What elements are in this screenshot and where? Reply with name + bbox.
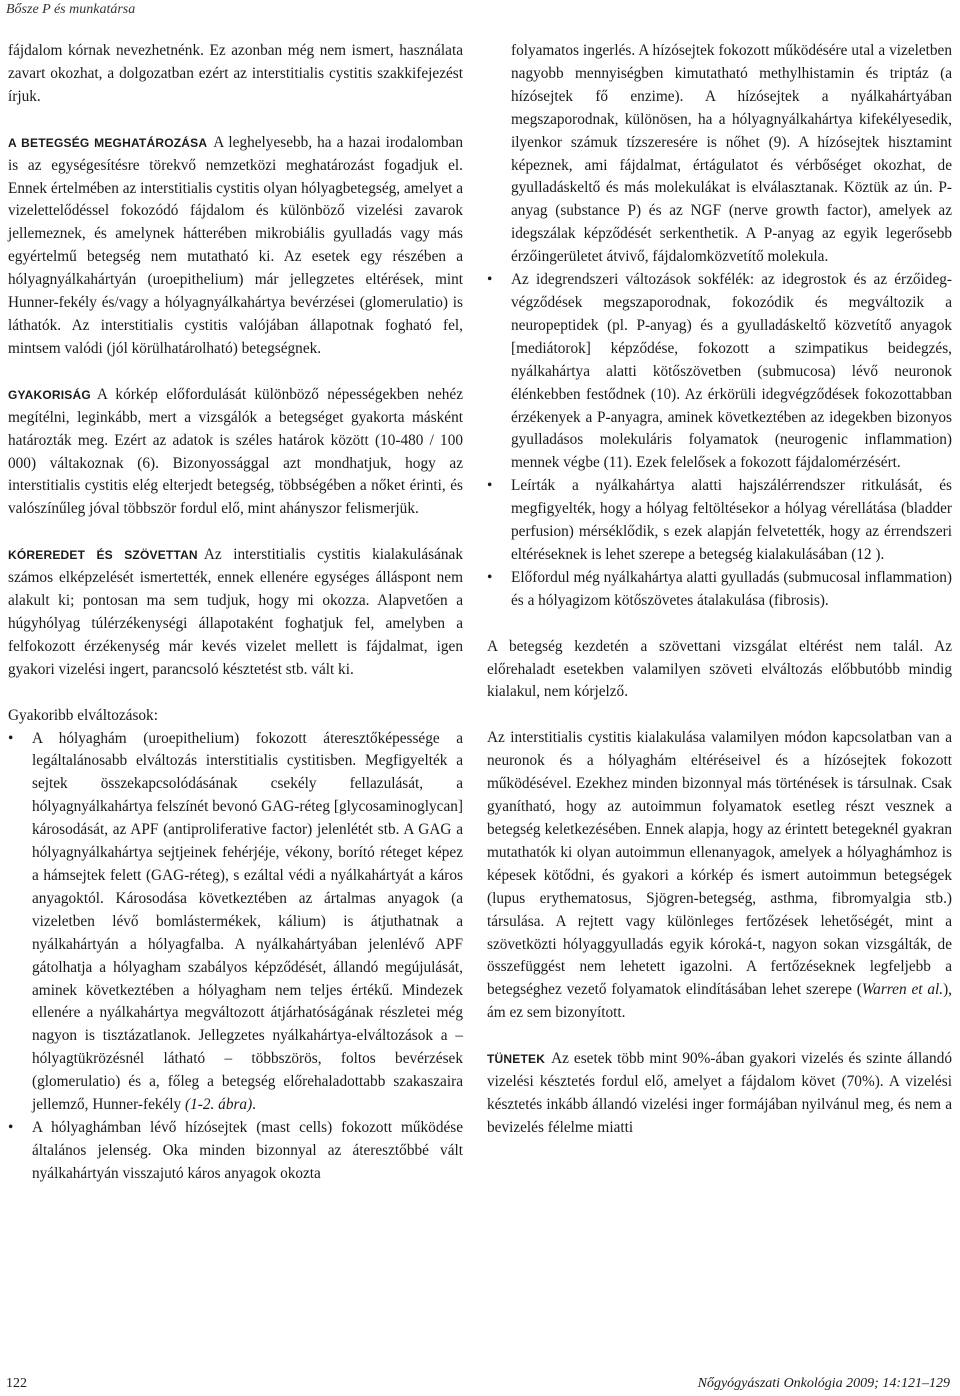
intro-paragraph: fájdalom kórnak nevezhetnénk. Ez azonban még nem ismert, használata zavart okozhat, a dolgozatban ezért az interstitialis cystitis szakkifejezést írjuk.	[8, 42, 463, 105]
journal-reference: Nőgyógyászati Onkológia 2009; 14:121–129	[697, 1376, 950, 1391]
citation: Warren et al.	[861, 981, 944, 999]
changes-list-continued	[487, 40, 952, 613]
changes-label: Gyakoribb elváltozások:	[8, 706, 158, 724]
frequency-section	[8, 384, 463, 521]
bullet-end: .	[252, 1096, 256, 1114]
list-item	[487, 475, 952, 567]
bullet-text: Az idegrendszeri változások sokfélék: az idegrostok és az érzőideg-végződések megszaporodnak, fokozódik és megváltozik a neuropeptidek (pl. P-anyag) és a gyulladáskeltő közvetítő anyagok [mediátorok] képződése, fokozott a szimpatikus beidegzés, nyálkahártya alatti kötőszövetben (submucosa) lévő neuronok élénkebben festődnek (10). Az érkörüli idegvégződések fokozottabban érzékenyek a P-anyagra, aminek következtében az idegekben bizonyos gyulladásos molekuláris folyamatok (neurogenic inflammation) mennek végbe (11). Ezek felelősek a fokozott fájdalomérzésért.	[511, 271, 952, 472]
pathology-heading: KÓREREDET ÉS SZÖVETTAN	[8, 548, 198, 563]
frequency-heading: GYAKORISÁG	[8, 387, 91, 402]
symptoms-heading: TÜNETEK	[487, 1052, 546, 1067]
etiology-paragraph	[487, 727, 952, 1025]
bullet-text: Leírták a nyálkahártya alatti hajszálérrendszer ritkulását, és megfigyelték, hogy a hólyag feltöltésekor a hólyag vérellátása (bladder perfusion) mérséklődik, s ezek alapján felvetették, hogy az érrendszeri eltéréseknek is lehet szerepe a betegség kialakulásában (12 ).	[511, 477, 952, 563]
right-column	[487, 40, 952, 1140]
bullet-text: Előfordul még nyálkahártya alatti gyulladás (submucosal inflammation) és a hólyagizom kötőszövetes átalakulása (fibrosis).	[511, 568, 952, 609]
definition-text: A leghelyesebb, ha a hazai irodalomban is az egységesítésre törekvő nemzetközi meghatározást fogadjuk el. Ennek értelmében az interstitialis cystitis olyan hólyagbetegség, amelyet a vizelettelődéssel fokozódó fájdalom és különböző vizelési zavarok jellemeznek, és amelynek hátterében mikrobiális gyulladás vagy más egyértelmű betegség nem mutatható ki. Az esetek egy részében a hólyagnyálkahártyán (uroepithelium) már jellegzetes eltérések, mint Hunner-fekély és/vagy a hólyagnyálkahártya bevérzései (glomerulatio) is láthatók. Az interstitialis cystitis valójában állapotnak fogható fel, mintsem valódi (jól körülhatárolható) betegségnek.	[8, 133, 463, 357]
symptoms-text: Az esetek több mint 90%-ában gyakori vizelés és szinte állandó vizelési késztetés fordul elő, amelyet a fájdalom követ (70%). A vizelési késztetés inkább állandó vizelési inger formájában nyilvánul meg, és nem a bevizelés félelme miatti	[487, 1050, 952, 1136]
list-item	[487, 567, 952, 613]
page-number: 122	[6, 1376, 27, 1391]
list-item	[8, 728, 463, 1117]
etiology-text: Az interstitialis cystitis kialakulása valamilyen módon kapcsolatban van a neuronok és a hólyaghám eltéréseivel és a hízósejtek fokozott működésével. Ezekhez minden bizonnyal más történések is társulnak. Csak gyanítható, hogy az autoimmun folyamatok esetleg részt vesznek a betegség keletkezésében. Ennek alapja, hogy az érintett betegeknél gyakran mutathatók ki olyan autoimmun ellenanyagok, amelyek a hólyaghámhoz is képesek kötődni, és gyakori a kórkép és ismert autoimmun betegségek (lupus erythematosus, Sjögren-betegség, asthma, fibromyalgia stb.) társulása. A rejtett vagy különleges fertőzések lehetőségét, mint a szövetközti hólyaggyulladás egyik kóroká-t, nagyon sokan vizsgálták, de összefüggést nem lehetett igazolni. A fertőzéseknek legfeljebb a betegséghez vezető folyamatok elindításában lehet szerepe (	[487, 729, 952, 999]
running-head: Bősze P és munkatársa	[6, 2, 136, 17]
definition-section	[8, 132, 463, 361]
pathology-text: Az interstitialis cystitis kialakulásának számos elképzelését ismertették, ennek ellenére egységes álláspont nem alakult ki; pontosan ma sem tudjuk, hogy mi okozza. Alapvetően a húgyhólyag túlérzékenységi állapotaként foghatjuk fel, amelyben a felfokozott érzékenység már kevés vizelet mellett is fájdalmat, igen gyakori vizelési ingert, parancsoló késztetést stb. vált ki.	[8, 546, 463, 678]
frequency-text: A kórkép előfordulását különböző népességekben nehéz megítélni, leginkább, mert a vizsgálók a betegséget gyakorta másként határozták meg. Ezért az adatok is széles határok között (10-480 / 100 000) váltakoznak (6). Bizonyossággal azt mondhatjuk, hogy az interstitialis cystitis elég elterjedt betegség, többségében a nőket érinti, és valószínűleg jóval többször fordul elő, mint ahányszor felismerjük.	[8, 385, 463, 518]
list-item	[8, 1117, 463, 1186]
figure-reference: (1-2. ábra)	[185, 1096, 253, 1114]
bullet-text: A hólyaghám (uroepithelium) fokozott áteresztőképessége a legáltalánosabb elváltozás interstitialis cystitisben. Megfigyelték a sejtek összekapcsolódásának csekély fellazulását, a hólyagnyálkahártya felszínét bevonó GAG-réteg [glycosaminoglycan] károsodását, az APF (antiproliferative factor) jelenlétét stb. A GAG a hólyagnyálkahártya sejtjeinek fehérjéje, vékony, borító réteget képez a hámsejtek felett (GAG-réteg), s ezáltal védi a nyálkahártyát a káros anyagoktól. Károsodása következtében az ártalmas anyagok (a vizeletben lévő bomlástermékek, kálium) is átjuthatnak a nyálkahártyán a hólyagfalba. A nyálkahártyában jelenlévő APF gátolhatja a hólyagham szabályos képződését, állandó megújulását, aminek következtében a hólyagham nem teljes értékű. Mindezek ellenére a nyálkahártya megváltozott átjárhatóságának részletei még nagyon is tisztázatlanok. Jellegzetes nyálkahártya-elváltozások a – hólyagtükrözésnél látható – többszörös, foltos bevérzések (glomerulatio) és a, főleg a betegség előrehaladottabb szakaszaira jellemző, Hunner-fekély	[32, 729, 463, 1114]
pathology-section	[8, 544, 463, 681]
definition-heading: A BETEGSÉG MEGHATÁROZÁSA	[8, 135, 208, 150]
list-item-continued	[487, 40, 952, 269]
symptoms-section	[487, 1048, 952, 1140]
etiology-text-end: ), ám ez sem bizonyított.	[487, 981, 952, 1022]
bullet-text: folyamatos ingerlés. A hízósejtek fokozott működésére utal a vizeletben nagyobb mennyiségben kimutatható methylhistamin és triptáz (a hízósejtek fő enzime). A hízósejtek a nyálkahártyában megszaporodnak, különösen, ha a hólyagnyálkahártya kifekélyesedik, ilyenkor számuk tízszeresére is nőhet (9). A hízósejtek hisztamint képeznek, ami fájdalmat, értágulatot és vérbőséget okozhat, de gyulladáskeltő és más molekulákat is elválasztanak. Köztük az ún. P-anyag (substance P) és az NGF (nerve growth factor), amelyek az idegszálak képződését serkenthetik. A P-anyag az egyik legerősebb érzőingerületet átvivő, fájdalomközvetítő molekula.	[511, 42, 952, 266]
histology-paragraph: A betegség kezdetén a szövettani vizsgálat eltérést nem talál. Az előrehaladt esetekben valamilyen szöveti elváltozás előbbutóbb mindig kialakul, nem kórjelző.	[487, 637, 952, 701]
bullet-text: A hólyaghámban lévő hízósejtek (mast cells) fokozott működése általános jelenség. Oka minden bizonnyal az áteresztőbbé vált nyálkahártyán visszajutó káros anyagok okozta	[32, 1118, 463, 1182]
changes-list	[8, 728, 463, 1186]
left-column	[8, 40, 463, 1186]
list-item	[487, 269, 952, 475]
